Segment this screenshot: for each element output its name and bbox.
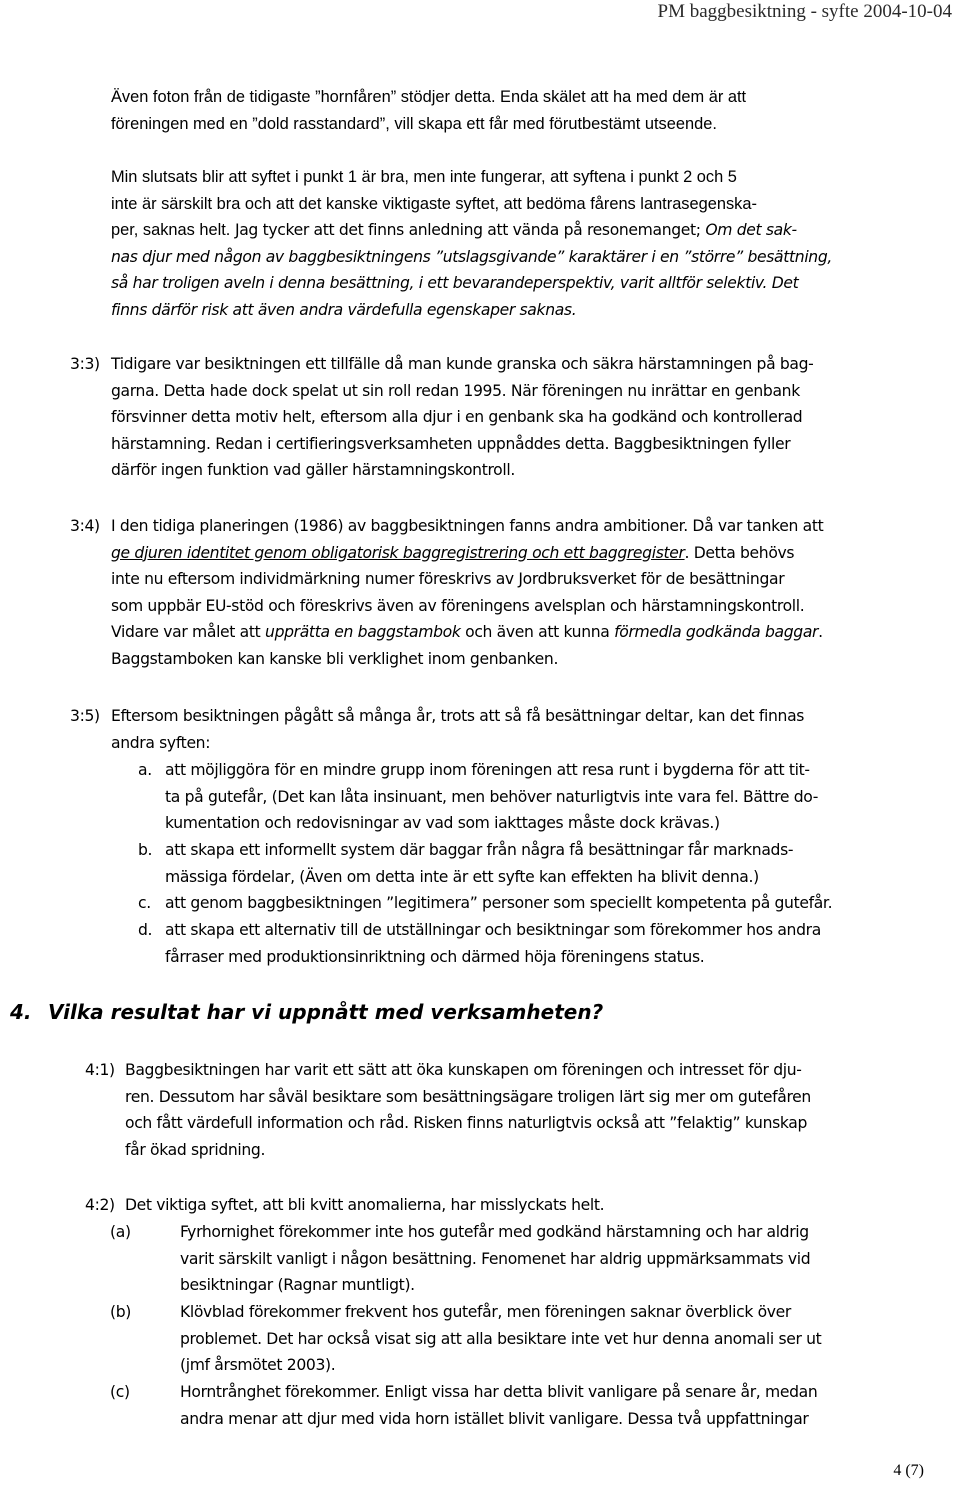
text-line: kumentation och redovisningar av vad som iakttages måste dock krävas.) <box>165 814 720 833</box>
text-line <box>111 217 832 244</box>
section-label-4-1: 4:1) <box>85 1061 115 1079</box>
list-item <box>180 1379 817 1432</box>
heading-number: 4. <box>10 1000 32 1024</box>
text-line: besiktningar (Ragnar muntligt). <box>180 1276 415 1295</box>
section-label-4-2: 4:2) <box>85 1196 115 1214</box>
text-line: att genom baggbesiktningen ”legitimera” personer som speciellt kompetenta på gutefår. <box>165 894 833 912</box>
page-number: 4 (7) <box>893 1462 924 1479</box>
running-header: PM baggbesiktning - syfte 2004-10-04 <box>657 1 952 22</box>
italic-run: upprätta en baggstambok <box>265 623 461 642</box>
text-line: försvinner detta motiv helt, eftersom alla djur i en genbank ska ha godkänd och kontrollerad <box>111 408 803 427</box>
list-marker: (a) <box>110 1223 131 1241</box>
list-item <box>180 1219 810 1299</box>
text-line: Min slutsats blir att syftet i punkt 1 är bra, men inte fungerar, att syftena i punkt 2 och 5 <box>111 168 737 186</box>
text-run: och även att kunna <box>460 623 615 642</box>
text-line: Tidigare var besiktningen ett tillfälle då man kunde granska och säkra härstamningen på bag- <box>111 355 814 373</box>
text-line: som uppbär EU-stöd och föreskrivs även av föreningens avelsplan och härstamningskontroll. <box>111 596 805 615</box>
section-4-2-intro: Det viktiga syftet, att bli kvitt anomalierna, har misslyckats helt. <box>125 1196 605 1214</box>
text-line: fårraser med produktionsinriktning och därmed höja föreningens status. <box>165 947 705 966</box>
section-label-3-4: 3:4) <box>70 517 100 535</box>
text-line: inte är särskilt bra och att det kanske viktigaste syftet, att bedöma fårens lantrasegenska- <box>111 194 757 213</box>
list-item <box>165 757 818 837</box>
section-3-5-text <box>111 703 804 756</box>
text-line: Baggstamboken kan kanske bli verklighet inom genbanken. <box>111 649 559 668</box>
text-line: mässiga fördelar, (Även om detta inte är ett syfte kan effekten ha blivit denna.) <box>165 867 759 886</box>
list-marker: c. <box>138 894 151 912</box>
conclusion-paragraph <box>111 164 832 324</box>
text-line <box>111 540 823 567</box>
list-item <box>165 917 821 970</box>
text-line: Även foton från de tidigaste ”hornfåren” stödjer detta. Enda skälet att ha med dem är att <box>111 88 747 106</box>
text-run: Vidare var målet att <box>111 623 266 642</box>
text-line: Fyrhornighet förekommer inte hos gutefår med godkänd härstamning och har aldrig <box>180 1223 809 1241</box>
text-line: att möjliggöra för en mindre grupp inom föreningen att resa runt i bygderna för att tit- <box>165 761 810 779</box>
list-marker: b. <box>138 841 153 859</box>
section-3-4-text <box>111 513 823 673</box>
text-line: andra syften: <box>111 733 211 752</box>
text-line: garna. Detta hade dock spelat ut sin roll redan 1995. När föreningen nu inrättar en genbank <box>111 381 800 400</box>
text-run: . Detta behövs <box>684 543 795 562</box>
section-4-heading <box>10 1000 604 1024</box>
italic-line: finns därför risk att även andra värdefulla egenskaper saknas. <box>111 300 577 319</box>
text-line: och fått värdefull information och råd. Risken finns naturligtvis också att ”felaktig” kunskap <box>125 1114 808 1133</box>
text-line: I den tidiga planeringen (1986) av baggbesiktningen fanns andra ambitioner. Då var tanken att <box>111 517 824 535</box>
text-line: får ökad spridning. <box>125 1141 266 1160</box>
text-line: andra menar att djur med vida horn istället blivit vanligare. Dessa två uppfattningar <box>180 1409 809 1428</box>
list-marker: (b) <box>110 1303 132 1321</box>
text-line: (jmf årsmötet 2003). <box>180 1356 336 1375</box>
list-marker: a. <box>138 761 152 779</box>
section-4-1-text <box>125 1057 811 1164</box>
text-line: härstamning. Redan i certifieringsverksamheten uppnåddes detta. Baggbesiktningen fyller <box>111 434 791 453</box>
italic-run: Om det sak- <box>705 221 797 240</box>
section-label-3-5: 3:5) <box>70 707 100 725</box>
intro-paragraph <box>111 84 746 137</box>
text-line: därför ingen funktion vad gäller härstamningskontroll. <box>111 461 515 480</box>
heading-title: Vilka resultat har vi uppnått med verksamheten? <box>48 1000 604 1024</box>
list-item <box>165 890 832 917</box>
section-label-3-3: 3:3) <box>70 355 100 373</box>
text-run: Jag tycker att det finns anledning att vända på resonemanget; <box>230 221 706 240</box>
text-line: Eftersom besiktningen pågått så många år, trots att så få besättningar deltar, kan det finnas <box>111 707 805 725</box>
list-marker: (c) <box>110 1383 130 1401</box>
section-3-3-text <box>111 351 813 484</box>
text-run: per, saknas helt. <box>111 221 231 240</box>
text-line <box>111 619 823 646</box>
text-line: föreningen med en ”dold rasstandard”, vill skapa ett får med förutbestämt utseende. <box>111 114 717 133</box>
text-line: varit särskilt vanligt i någon besättning. Fenomenet har aldrig uppmärksammats vid <box>180 1249 811 1268</box>
text-line: att skapa ett alternativ till de utställningar och besiktningar som förekommer hos andra <box>165 921 821 939</box>
text-run: . <box>818 623 823 642</box>
italic-underlined-run: ge djuren identitet genom obligatorisk baggregistrering och ett baggregister <box>111 543 685 562</box>
text-line: inte nu eftersom individmärkning numer föreskrivs av Jordbruksverket för de besättningar <box>111 570 785 589</box>
text-line: Horntrånghet förekommer. Enligt vissa har detta blivit vanligare på senare år, medan <box>180 1383 818 1401</box>
italic-run: förmedla godkända baggar <box>614 623 819 642</box>
text-line: ren. Dessutom har såväl besiktare som besättningsägare troligen lärt sig mer om gutefåren <box>125 1087 811 1106</box>
text-line: ta på gutefår, (Det kan låta insinuant, men behöver naturligtvis inte vara fel. Bättre do- <box>165 787 818 806</box>
list-item <box>180 1299 821 1379</box>
text-line: Klövblad förekommer frekvent hos gutefår, men föreningen saknar överblick över <box>180 1303 791 1321</box>
list-marker: d. <box>138 921 153 939</box>
text-line: problemet. Det har också visat sig att alla besiktare inte vet hur denna anomali ser ut <box>180 1329 822 1348</box>
italic-line: så har troligen aveln i denna besättning, i ett bevarandeperspektiv, varit alltför selektiv. Det <box>111 274 799 293</box>
text-line: att skapa ett informellt system där baggar från några få besättningar får marknads- <box>165 841 794 859</box>
text-line: Baggbesiktningen har varit ett sätt att öka kunskapen om föreningen och intresset för dju- <box>125 1061 802 1079</box>
list-item <box>165 837 793 890</box>
italic-line: nas djur med någon av baggbesiktningens ”utslagsgivande” karaktärer i en ”större” besättning, <box>111 247 832 266</box>
